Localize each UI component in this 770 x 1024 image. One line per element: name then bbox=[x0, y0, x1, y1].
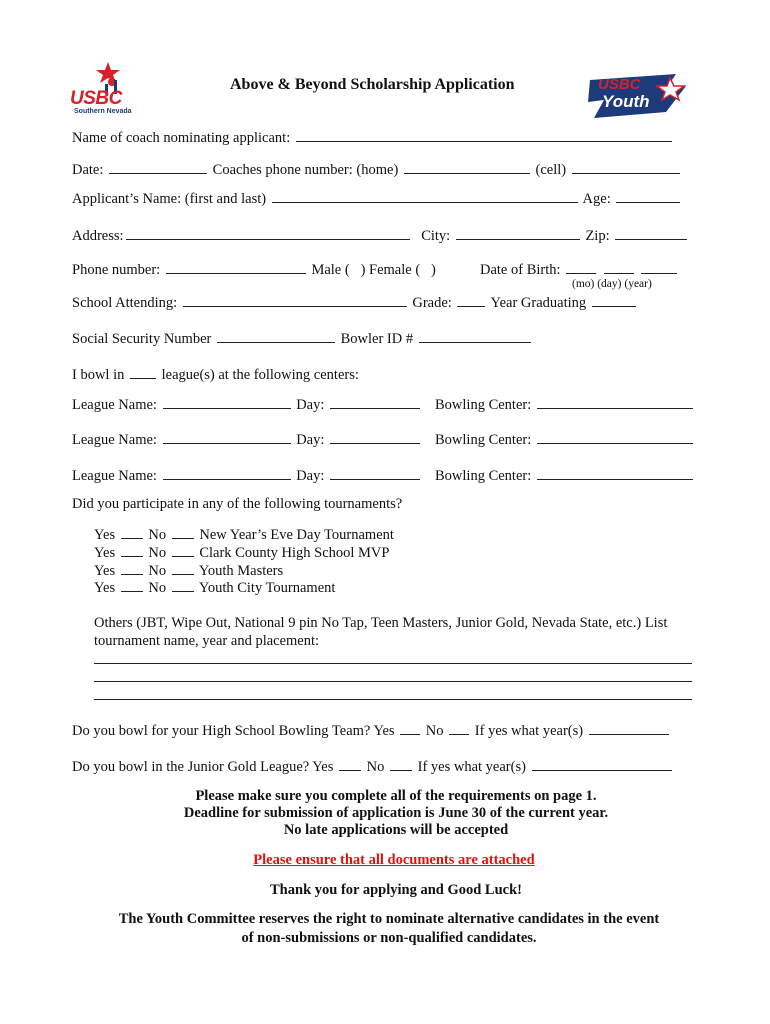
league-day-field[interactable] bbox=[330, 430, 420, 444]
tournament-row bbox=[94, 578, 335, 597]
male-checkbox[interactable] bbox=[353, 262, 360, 278]
coach-phone-cell-field[interactable] bbox=[572, 160, 680, 174]
tournament-row bbox=[94, 525, 394, 544]
city-label: City: bbox=[421, 228, 451, 244]
tournament-row bbox=[94, 543, 389, 562]
yes-label: Yes bbox=[94, 545, 116, 561]
league-row bbox=[72, 395, 422, 414]
phone-label: Phone number: bbox=[72, 262, 161, 278]
jg-row bbox=[72, 757, 674, 776]
no-field[interactable] bbox=[172, 525, 194, 539]
tournament-name: Clark County High School MVP bbox=[199, 545, 390, 561]
date-field[interactable] bbox=[109, 160, 207, 174]
league-name-label: League Name: bbox=[72, 397, 157, 413]
hs-no-label: No bbox=[425, 723, 444, 739]
jg-years-field[interactable] bbox=[532, 757, 672, 771]
zip-label: Zip: bbox=[585, 228, 610, 244]
league-name-field[interactable] bbox=[163, 395, 291, 409]
bowling-center-label: Bowling Center: bbox=[435, 432, 532, 448]
jg-if-label: If yes what year(s) bbox=[417, 759, 526, 775]
bowler-id-label: Bowler ID # bbox=[340, 331, 414, 347]
jg-no-label: No bbox=[366, 759, 385, 775]
ssn-field[interactable] bbox=[217, 329, 335, 343]
others-line-3[interactable] bbox=[94, 699, 692, 700]
zip-field[interactable] bbox=[615, 226, 687, 240]
deadline-note: Deadline for submission of application is June 30 of the current year. bbox=[183, 805, 609, 821]
yes-field[interactable] bbox=[121, 543, 143, 557]
league-name-field[interactable] bbox=[163, 466, 291, 480]
league-name-label: League Name: bbox=[72, 432, 157, 448]
bowl-in-row bbox=[72, 365, 359, 384]
yes-field[interactable] bbox=[121, 578, 143, 592]
late-note: No late applications will be accepted bbox=[283, 822, 509, 838]
leagues-at-label: league(s) at the following centers: bbox=[161, 367, 359, 383]
league-center bbox=[435, 395, 695, 414]
no-label: No bbox=[148, 563, 167, 579]
documents-warning: Please ensure that all documents are attached bbox=[253, 852, 535, 868]
league-row bbox=[72, 466, 422, 485]
league-name-label: League Name: bbox=[72, 468, 157, 484]
female-close: ) bbox=[431, 262, 436, 278]
ssn-row bbox=[72, 329, 533, 348]
applicant-row bbox=[72, 189, 682, 208]
coach-label: Name of coach nominating applicant: bbox=[72, 130, 291, 146]
league-day-field[interactable] bbox=[330, 395, 420, 409]
league-center bbox=[435, 466, 695, 485]
year-grad-field[interactable] bbox=[592, 293, 636, 307]
phone-row bbox=[72, 260, 436, 279]
bowling-center-field[interactable] bbox=[537, 430, 693, 444]
bowl-in-label: I bowl in bbox=[72, 367, 125, 383]
yes-label: Yes bbox=[94, 563, 116, 579]
school-field[interactable] bbox=[183, 293, 407, 307]
no-label: No bbox=[148, 580, 167, 596]
yes-label: Yes bbox=[94, 580, 116, 596]
league-day-field[interactable] bbox=[330, 466, 420, 480]
dob-day-field[interactable] bbox=[604, 260, 634, 274]
female-label: ) Female ( bbox=[360, 262, 421, 278]
school-label: School Attending: bbox=[72, 295, 178, 311]
ssn-label: Social Security Number bbox=[72, 331, 212, 347]
committee-note-2: of non-submissions or non-qualified candidates. bbox=[241, 930, 537, 946]
bowling-center-label: Bowling Center: bbox=[435, 397, 532, 413]
bowling-center-label: Bowling Center: bbox=[435, 468, 532, 484]
date-label: Date: bbox=[72, 162, 104, 178]
applicant-name-field[interactable] bbox=[272, 189, 578, 203]
school-row bbox=[72, 293, 638, 312]
coach-name-field[interactable] bbox=[296, 128, 672, 142]
hs-if-label: If yes what year(s) bbox=[474, 723, 584, 739]
league-day-label: Day: bbox=[296, 397, 325, 413]
others-line-1[interactable] bbox=[94, 663, 692, 664]
logo-right-text1: USBC bbox=[598, 76, 641, 93]
address-field[interactable] bbox=[126, 226, 410, 240]
bowling-center-field[interactable] bbox=[537, 395, 693, 409]
age-label: Age: bbox=[582, 191, 611, 207]
no-field[interactable] bbox=[172, 543, 194, 557]
logo-left-sub: Southern Nevada bbox=[74, 108, 132, 115]
yes-label: Yes bbox=[94, 527, 116, 543]
logo-right-text2: Youth bbox=[602, 92, 650, 111]
logo-left-text: USBC bbox=[70, 88, 122, 109]
others-line-2[interactable] bbox=[94, 681, 692, 682]
no-field[interactable] bbox=[172, 578, 194, 592]
committee-note-1: The Youth Committee reserves the right to nominate alternative candidates in the event bbox=[118, 911, 660, 927]
grade-field[interactable] bbox=[457, 293, 485, 307]
hs-years-field[interactable] bbox=[589, 721, 669, 735]
jg-no-field[interactable] bbox=[390, 757, 412, 771]
thanks-note: Thank you for applying and Good Luck! bbox=[270, 882, 522, 898]
league-name-field[interactable] bbox=[163, 430, 291, 444]
address-label: Address: bbox=[72, 228, 124, 244]
dob-row bbox=[480, 260, 679, 279]
coach-phone-home-label: Coaches phone number: (home) bbox=[212, 162, 399, 178]
no-label: No bbox=[148, 545, 167, 561]
league-day-label: Day: bbox=[296, 468, 325, 484]
league-row bbox=[72, 430, 422, 449]
no-field[interactable] bbox=[172, 561, 194, 575]
phone-field[interactable] bbox=[166, 260, 306, 274]
date-row bbox=[72, 160, 682, 179]
usbc-youth-logo bbox=[586, 72, 692, 120]
dob-label: Date of Birth: bbox=[480, 262, 561, 278]
others-label-2: tournament name, year and placement: bbox=[94, 633, 320, 649]
hs-team-label: Do you bowl for your High School Bowling Team? Yes bbox=[72, 723, 395, 739]
league-center bbox=[435, 430, 695, 449]
grade-label: Grade: bbox=[412, 295, 452, 311]
coach-phone-cell-label: (cell) bbox=[535, 162, 567, 178]
applicant-name-label: Applicant’s Name: (first and last) bbox=[72, 191, 267, 207]
usbc-southern-nevada-logo bbox=[68, 58, 154, 118]
age-field[interactable] bbox=[616, 189, 680, 203]
hs-team-row bbox=[72, 721, 671, 740]
yes-field[interactable] bbox=[121, 561, 143, 575]
female-checkbox[interactable] bbox=[424, 262, 431, 278]
hs-yes-field[interactable] bbox=[400, 721, 420, 735]
city-field[interactable] bbox=[456, 226, 580, 240]
yes-field[interactable] bbox=[121, 525, 143, 539]
dob-hint: (mo) (day) (year) bbox=[572, 278, 652, 290]
dob-month-field[interactable] bbox=[566, 260, 596, 274]
tournament-name: New Year’s Eve Day Tournament bbox=[199, 527, 394, 543]
coach-phone-home-field[interactable] bbox=[404, 160, 530, 174]
requirements-note: Please make sure you complete all of the requirements on page 1. bbox=[195, 788, 597, 804]
bowler-id-field[interactable] bbox=[419, 329, 531, 343]
tournament-question: Did you participate in any of the following tournaments? bbox=[72, 496, 403, 512]
jg-yes-field[interactable] bbox=[339, 757, 361, 771]
page-title: Above & Beyond Scholarship Application bbox=[230, 76, 515, 93]
others-label: Others (JBT, Wipe Out, National 9 pin No Tap, Teen Masters, Junior Gold, Nevada State, etc.) List bbox=[94, 615, 668, 631]
tournament-name: Youth Masters bbox=[198, 563, 284, 579]
bowling-center-field[interactable] bbox=[537, 466, 693, 480]
year-grad-label: Year Graduating bbox=[490, 295, 587, 311]
league-day-label: Day: bbox=[296, 432, 325, 448]
league-count-field[interactable] bbox=[130, 365, 156, 379]
tournament-name: Youth City Tournament bbox=[198, 580, 336, 596]
no-label: No bbox=[148, 527, 167, 543]
jg-label: Do you bowl in the Junior Gold League? Yes bbox=[72, 759, 334, 775]
dob-year-field[interactable] bbox=[641, 260, 677, 274]
address-row bbox=[72, 226, 689, 245]
hs-no-field[interactable] bbox=[449, 721, 469, 735]
coach-row bbox=[72, 128, 674, 147]
male-label: Male ( bbox=[311, 262, 350, 278]
